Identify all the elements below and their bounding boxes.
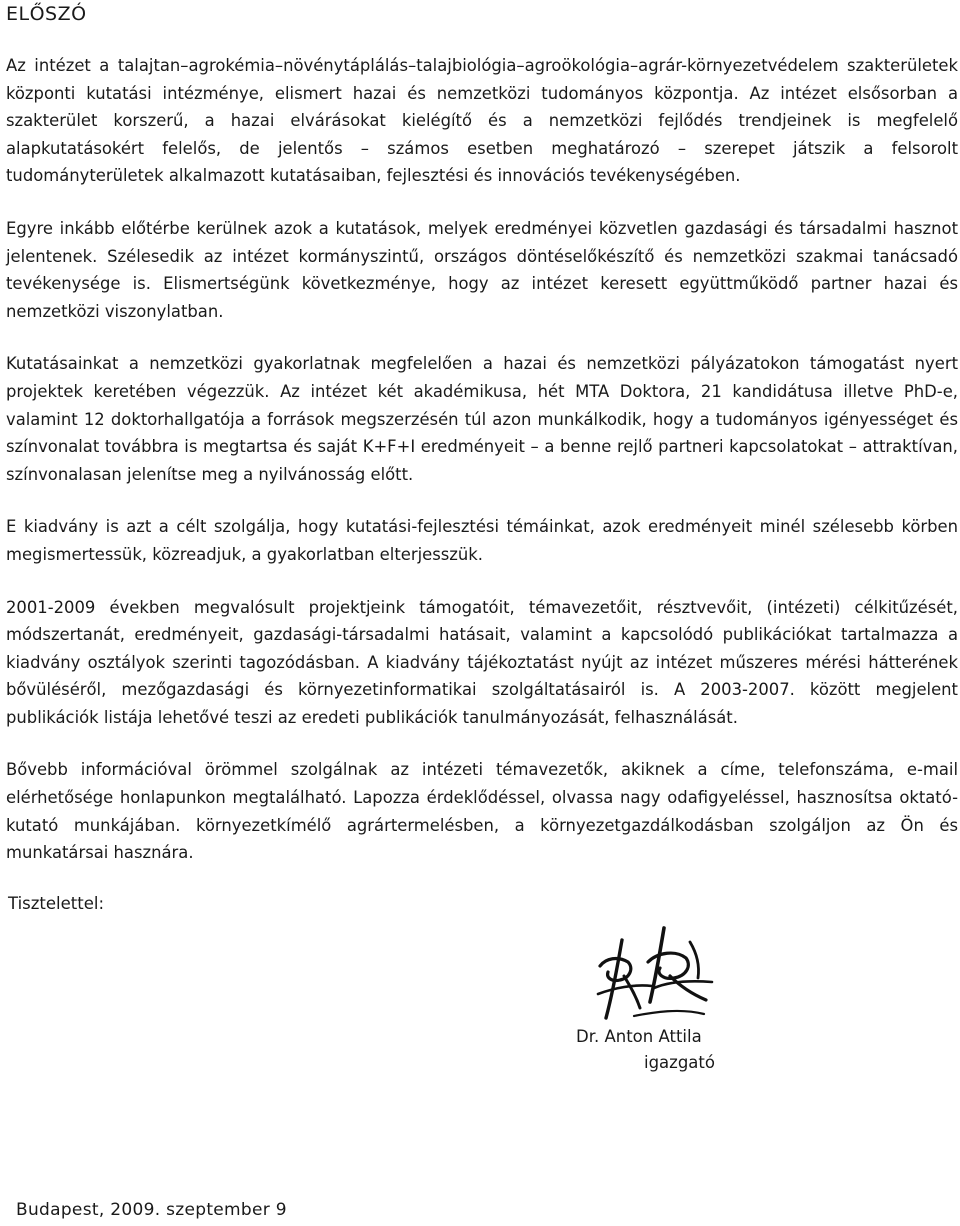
page-title: ELŐSZÓ — [6, 3, 87, 25]
paragraph-3: Kutatásainkat a nemzetközi gyakorlatnak megfelelően a hazai és nemzetközi pályázatokon támogatást nyert projektek keretében végezzük. Az intézet két akadémikusa, hét MTA Doktora, 21 kandidátusa illetve PhD-e, valamint 12 doktorhallgatója a források megszerzésén túl azon munkálkodik, hogy a tudományos igényességet és színvonalat továbbra is megtartsa és saját K+F+I eredményeit – a benne rejlő partneri kapcsolatokat – attraktívan, színvonalasan jelenítse meg a nyilvánosság előtt. — [6, 354, 958, 484]
paragraph-2: Egyre inkább előtérbe kerülnek azok a kutatások, melyek eredményei közvetlen gazdasági és társadalmi hasznot jelentenek. Szélesedik az intézet kormányszintű, országos döntéselőkészítő és nemzetközi szakmai tanácsadó tevékenysége is. Elismertségünk következménye, hogy az intézet keresett együttműködő partner hazai és nemzetközi viszonylatban. — [6, 218, 958, 321]
handwritten-signature-icon — [594, 922, 718, 1030]
closing-salutation: Tisztelettel: — [8, 894, 105, 913]
paragraph-6: Bővebb információval örömmel szolgálnak az intézeti témavezetők, akiknek a címe, telefonszáma, e-mail elérhetősége honlapunkon megtalálható. Lapozza érdeklődéssel, olvassa nagy odafigyeléssel, hasznosítsa oktató-kutató munkájában. környezetkímélő agrártermelésben, a környezetgazdálkodásban szolgáljon az Ön és munkatársai hasznára. — [6, 760, 958, 863]
body-text — [6, 52, 958, 892]
paragraph-5: 2001-2009 években megvalósult projektjeink támogatóit, témavezetőit, résztvevőit, (intézeti) célkitűzését, módszertanát, eredményeit, gazdasági-társadalmi hatásait, valamint a kapcsolódó publikációkat tartalmazza a kiadvány osztályok szerinti tagozódásban. A kiadvány tájékoztatást nyújt az intézet műszeres mérési hátterének bővüléséről, mezőgazdasági és környezetinformatikai szolgáltatásairól is. A 2003-2007. között megjelent publikációk listája lehetővé teszi az eredeti publikációk tanulmányozását, felhasználását. — [6, 597, 958, 727]
signer-block — [560, 1024, 760, 1076]
place-and-date: Budapest, 2009. szeptember 9 — [16, 1200, 287, 1220]
signer-name: Dr. Anton Attila — [576, 1027, 702, 1046]
paragraph-4: E kiadvány is azt a célt szolgálja, hogy kutatási-fejlesztési témáinkat, azok eredményeit minél szélesebb körben megismertessük, közreadjuk, a gyakorlatban elterjesszük. — [6, 517, 958, 564]
paragraph-1: Az intézet a talajtan–agrokémia–növénytáplálás–talajbiológia–agroökológia–agrár-környezetvédelem szakterületek központi kutatási intézménye, elismert hazai és nemzetközi tudományos központja. Az intézet elsősorban a szakterület korszerű, a hazai elvárásokat kielégítő és a nemzetközi fejlődés trendjeinek is megfelelő alapkutatásokért felelős, de jelentős – számos esetben meghatározó – szerepet játszik a felsorolt tudományterületek alkalmazott kutatásaiban, fejlesztési és innovációs tevékenységében. — [6, 56, 958, 186]
signer-title: igazgató — [644, 1053, 715, 1072]
